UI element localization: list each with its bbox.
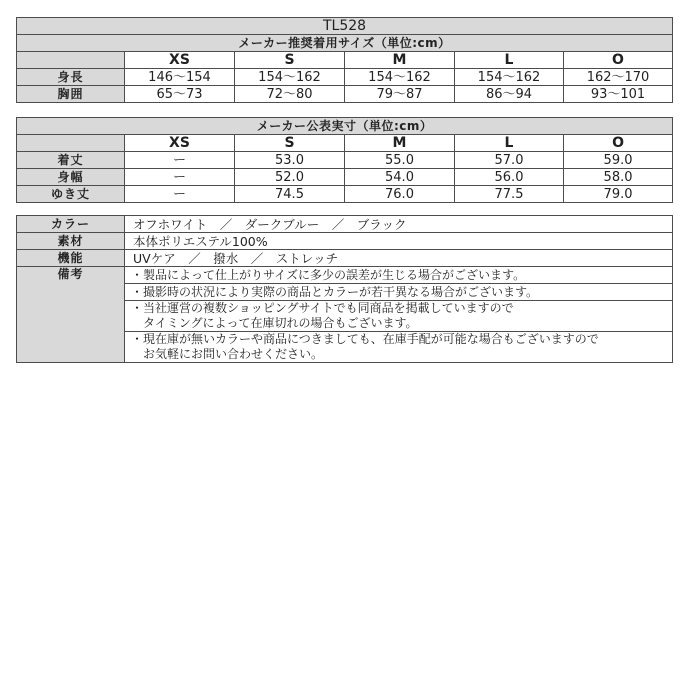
- table-cell: 146～154: [125, 69, 235, 86]
- table-cell: 79～87: [345, 86, 455, 103]
- table-cell: 154～162: [235, 69, 345, 86]
- table-cell: 56.0: [455, 169, 564, 186]
- note-line: ・当社運営の複数ショッピングサイトでも同商品を掲載していますので: [131, 301, 514, 315]
- spec-row-material: [17, 233, 673, 250]
- table-row: [17, 186, 673, 203]
- spec-row-function: [17, 250, 673, 267]
- note-item: [125, 332, 673, 363]
- size-header: XS: [125, 52, 235, 69]
- table-cell: ー: [125, 152, 235, 169]
- table-cell: 52.0: [235, 169, 345, 186]
- table-cell: 93～101: [564, 86, 673, 103]
- table-row: [17, 69, 673, 86]
- size-header: M: [345, 52, 455, 69]
- row-label-chest: 胸囲: [17, 86, 125, 103]
- recommended-size-caption: メーカー推奨着用サイズ（単位:cm）: [17, 35, 673, 52]
- note-line: お気軽にお問い合わせください。: [131, 347, 324, 361]
- spec-row-color: [17, 216, 673, 233]
- table-cell: 72～80: [235, 86, 345, 103]
- table-cell: 57.0: [455, 152, 564, 169]
- notes-label: 備考: [17, 267, 125, 363]
- table-cell: 79.0: [564, 186, 673, 203]
- function-label: 機能: [17, 250, 125, 267]
- size-header: M: [345, 135, 455, 152]
- note-item: [125, 284, 673, 301]
- table-cell: 86～94: [455, 86, 564, 103]
- color-label: カラー: [17, 216, 125, 233]
- blank-header-cell: [17, 135, 125, 152]
- table-cell: 59.0: [564, 152, 673, 169]
- table-row: [17, 152, 673, 169]
- table-cell: 77.5: [455, 186, 564, 203]
- table-cell: 55.0: [345, 152, 455, 169]
- table-row: [17, 86, 673, 103]
- table-cell: 162～170: [564, 69, 673, 86]
- size-header: L: [455, 52, 564, 69]
- material-value: 本体ポリエステル100%: [125, 233, 673, 250]
- row-label-length: 着丈: [17, 152, 125, 169]
- note-item: [125, 267, 673, 284]
- recommended-size-table: [16, 17, 673, 103]
- table-cell: 154～162: [345, 69, 455, 86]
- size-header: S: [235, 135, 345, 152]
- function-value: UVケア ／ 撥水 ／ ストレッチ: [125, 250, 673, 267]
- table-cell: ー: [125, 169, 235, 186]
- table-row: [17, 169, 673, 186]
- blank-header-cell: [17, 52, 125, 69]
- note-line: ・撮影時の状況により実際の商品とカラーが若干異なる場合がございます。: [131, 284, 539, 299]
- size-header: XS: [125, 135, 235, 152]
- color-value: オフホワイト ／ ダークブルー ／ ブラック: [125, 216, 673, 233]
- size-header: O: [564, 135, 673, 152]
- size-header: S: [235, 52, 345, 69]
- row-label-width: 身幅: [17, 169, 125, 186]
- note-item: [125, 301, 673, 332]
- table-cell: ー: [125, 186, 235, 203]
- table-cell: 58.0: [564, 169, 673, 186]
- note-line: タイミングによって在庫切れの場合もございます。: [131, 316, 418, 330]
- note-line: ・現在庫が無いカラーや商品につきましても、在庫手配が可能な場合もございますので: [131, 332, 599, 346]
- material-label: 素材: [17, 233, 125, 250]
- table-cell: 74.5: [235, 186, 345, 203]
- table-cell: 53.0: [235, 152, 345, 169]
- size-header-row: [17, 52, 673, 69]
- size-header: L: [455, 135, 564, 152]
- measured-size-caption: メーカー公表実寸（単位:cm）: [17, 118, 673, 135]
- table-cell: 76.0: [345, 186, 455, 203]
- product-code: TL528: [17, 18, 673, 35]
- table-cell: 54.0: [345, 169, 455, 186]
- size-header-row: [17, 135, 673, 152]
- table-cell: 65～73: [125, 86, 235, 103]
- row-label-sleeve: ゆき丈: [17, 186, 125, 203]
- product-spec-table: [16, 215, 673, 363]
- table-cell: 154～162: [455, 69, 564, 86]
- row-label-height: 身長: [17, 69, 125, 86]
- note-line: ・製品によって仕上がりサイズに多少の誤差が生じる場合がございます。: [131, 267, 526, 282]
- size-header: O: [564, 52, 673, 69]
- spec-row-notes: [17, 267, 673, 284]
- measured-size-table: [16, 117, 673, 203]
